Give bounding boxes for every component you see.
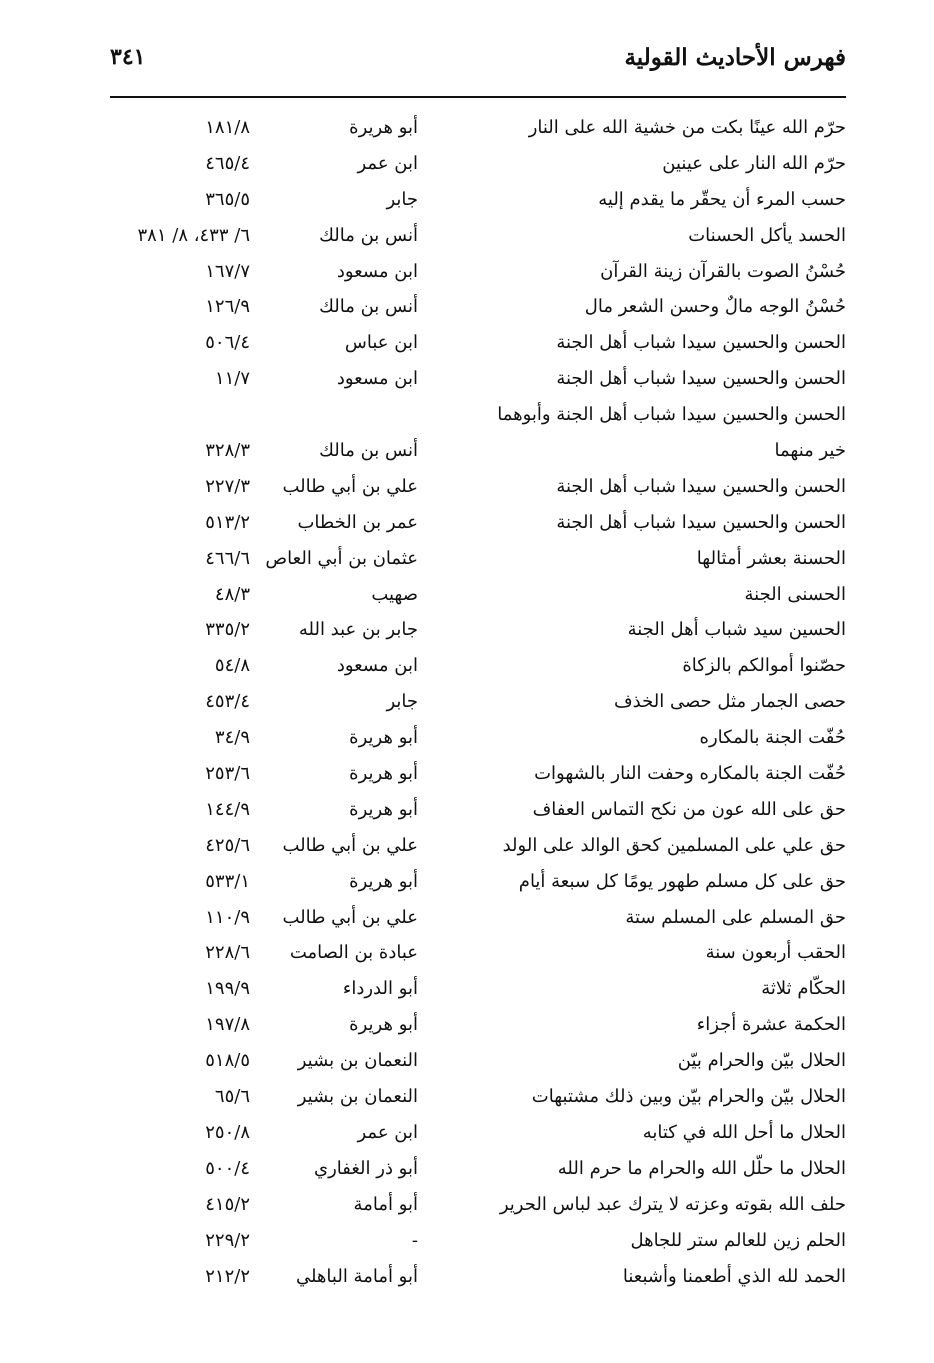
narrator-name: ابن عمر [357,152,418,174]
index-entry [100,935,846,971]
narrator-name: ابن مسعود [336,260,418,282]
hadith-text: الحلال بيّن والحرام بيّن [677,1050,846,1072]
index-entry [100,541,846,577]
narrator-name: علي بن أبي طالب [282,475,418,497]
narrator-name: ابن مسعود [336,368,418,390]
index-entry [100,971,846,1007]
hadith-text: حق على كل مسلم طهور يومًا كل سبعة أيام [518,870,846,892]
index-entry [100,1259,846,1295]
index-entry [100,684,846,720]
index-entry [100,756,846,792]
narrator-name: أبو هريرة [349,798,418,820]
hadith-text: الحسن والحسين سيدا شباب أهل الجنة وأبوهما [497,404,846,426]
hadith-text: الحسنة بعشر أمثالها [696,547,846,569]
running-header-title: فهرس الأحاديث القولية [624,44,846,71]
volume-page-reference: ١٦٧/٧ [205,260,250,282]
narrator-name: ابن مسعود [336,655,418,677]
index-entry [100,433,846,469]
volume-page-reference: ٥١٣/٢ [205,511,250,533]
index-entry [100,1223,846,1259]
volume-page-reference: ١٩٧/٨ [205,1014,250,1036]
hadith-text: حصى الجمار مثل حصى الخذف [614,691,846,713]
volume-page-reference: ٥١٨/٥ [205,1050,250,1072]
hadith-text: الحلال ما أحل الله في كتابه [642,1121,846,1143]
narrator-name: عثمان بن أبي العاص [265,547,418,569]
narrator-name: أنس بن مالك [319,440,418,462]
index-entry [100,469,846,505]
hadith-text: الحلال ما حلّل الله والحرام ما حرم الله [557,1157,846,1179]
volume-page-reference: ١٩٩/٩ [205,978,250,1000]
hadith-text: الحسد يأكل الحسنات [688,224,846,246]
hadith-text: حق المسلم على المسلم ستة [625,906,846,928]
volume-page-reference: ٢٥٣/٦ [205,763,250,785]
narrator-name: جابر [386,188,418,210]
index-entry [100,254,846,290]
hadith-text: الحقب أربعون سنة [705,942,846,964]
volume-page-reference: ٥٣٣/١ [205,870,250,892]
volume-page-reference: ٤٦٥/٤ [205,152,250,174]
volume-page-reference: ٢٥٠/٨ [205,1121,250,1143]
index-entry [100,218,846,254]
volume-page-reference: ٣٦٥/٥ [205,188,250,210]
hadith-text: حرّم الله النار على عينين [662,152,846,174]
volume-page-reference: ٤٢٥/٦ [205,834,250,856]
index-entry [100,1079,846,1115]
hadith-text: خير منهما [774,440,846,462]
index-entry [100,648,846,684]
narrator-name: أبو هريرة [349,1014,418,1036]
narrator-name: أبو الدرداء [342,978,418,1000]
narrator-name: جابر بن عبد الله [298,619,418,641]
hadith-text: الحسن والحسين سيدا شباب أهل الجنة [556,332,846,354]
hadith-text: الحلم زين للعالم ستر للجاهل [630,1229,846,1251]
index-entry [100,792,846,828]
narrator-name: صهيب [371,583,418,605]
volume-page-reference: ١١٠/٩ [205,906,250,928]
narrator-name: أبو هريرة [349,870,418,892]
narrator-name: علي بن أبي طالب [282,834,418,856]
index-entry [100,110,846,146]
volume-page-reference: ٣٣٥/٢ [205,619,250,641]
volume-page-reference: ٥٠٦/٤ [205,332,250,354]
narrator-name: النعمان بن بشير [297,1086,418,1108]
index-entry [100,325,846,361]
narrator-name: علي بن أبي طالب [282,906,418,928]
volume-page-reference: ٤١٥/٢ [205,1193,250,1215]
hadith-text: الحكمة عشرة أجزاء [696,1014,846,1036]
narrator-name: أبو هريرة [349,117,418,138]
volume-page-reference: ١٢٦/٩ [205,296,250,318]
volume-page-reference: ٥٠٠/٤ [205,1157,250,1179]
volume-page-reference: ٢٢٧/٣ [205,475,250,497]
index-entry [100,900,846,936]
index-entry [100,828,846,864]
hadith-text: حق علي على المسلمين كحق الوالد على الولد [502,834,846,856]
header-rule [110,96,846,98]
narrator-name: أبو هريرة [349,727,418,749]
index-entry [100,361,846,397]
hadith-text: حسب المرء أن يحقّر ما يقدم إليه [598,188,846,210]
volume-page-reference: ١١/٧ [214,368,250,390]
hadith-text: الحسن والحسين سيدا شباب أهل الجنة [556,475,846,497]
narrator-name: أبو أمامة الباهلي [295,1265,418,1287]
volume-page-reference: ٦٥/٦ [214,1086,250,1108]
hadith-index-list [100,110,846,1294]
narrator-name: أنس بن مالك [319,224,418,246]
index-entry [100,1043,846,1079]
narrator-name: أبو أمامة [353,1193,418,1215]
hadith-text: الحكّام ثلاثة [761,978,846,1000]
volume-page-reference: ١٨١/٨ [205,117,250,138]
narrator-name: أبو هريرة [349,763,418,785]
hadith-text: حُسْنُ الوجه مالٌ وحسن الشعر مال [584,296,846,318]
narrator-name: - [411,1229,418,1251]
index-entry [100,146,846,182]
hadith-text: حق على الله عون من نكح التماس العفاف [532,798,846,820]
index-entry [100,1151,846,1187]
hadith-text: حصّنوا أموالكم بالزكاة [682,655,846,677]
index-entry [100,1007,846,1043]
page-header [110,44,846,88]
volume-page-reference: ٤٥٣/٤ [205,691,250,713]
index-entry [100,289,846,325]
index-entry [100,720,846,756]
volume-page-reference: ٦/ ٤٣٣، ٨/ ٣٨١ [137,224,250,246]
volume-page-reference: ٤٦٦/٦ [205,547,250,569]
hadith-text: حُسْنُ الصوت بالقرآن زينة القرآن [600,260,846,282]
narrator-name: ابن عباس [344,332,418,354]
hadith-text: حُفّت الجنة بالمكاره وحفت النار بالشهوات [534,763,846,785]
index-entry [100,1115,846,1151]
hadith-text: الحسنى الجنة [744,583,846,605]
hadith-text: حُفّت الجنة بالمكاره [699,727,846,749]
hadith-text: الحلال بيّن والحرام بيّن وبين ذلك مشتبهات [531,1086,846,1108]
narrator-name: عبادة بن الصامت [289,942,418,964]
hadith-text: الحسين سيد شباب أهل الجنة [627,619,846,641]
narrator-name: أبو ذر الغفاري [313,1157,418,1179]
hadith-text: الحمد لله الذي أطعمنا وأشبعنا [622,1265,846,1287]
narrator-name: أنس بن مالك [319,296,418,318]
volume-page-reference: ٢٢٨/٦ [205,942,250,964]
volume-page-reference: ١٤٤/٩ [205,798,250,820]
index-entry [100,397,846,433]
volume-page-reference: ٣٤/٩ [214,727,250,749]
volume-page-reference: ٣٢٨/٣ [205,440,250,462]
hadith-text: حرّم الله عينًا بكت من خشية الله على النار [528,117,846,138]
hadith-text: حلف الله بقوته وعزته لا يترك عبد لباس الحرير [499,1193,846,1215]
index-entry [100,577,846,613]
index-entry [100,864,846,900]
index-entry [100,182,846,218]
index-entry [100,505,846,541]
narrator-name: ابن عمر [357,1121,418,1143]
volume-page-reference: ٥٤/٨ [214,655,250,677]
page-number: ٣٤١ [110,44,146,70]
hadith-text: الحسن والحسين سيدا شباب أهل الجنة [556,511,846,533]
index-entry [100,612,846,648]
index-entry [100,1187,846,1223]
volume-page-reference: ٤٨/٣ [214,583,250,605]
volume-page-reference: ٢١٢/٢ [205,1265,250,1287]
narrator-name: النعمان بن بشير [297,1050,418,1072]
narrator-name: جابر [386,691,418,713]
volume-page-reference: ٢٢٩/٢ [205,1229,250,1251]
hadith-text: الحسن والحسين سيدا شباب أهل الجنة [556,368,846,390]
narrator-name: عمر بن الخطاب [297,511,418,533]
